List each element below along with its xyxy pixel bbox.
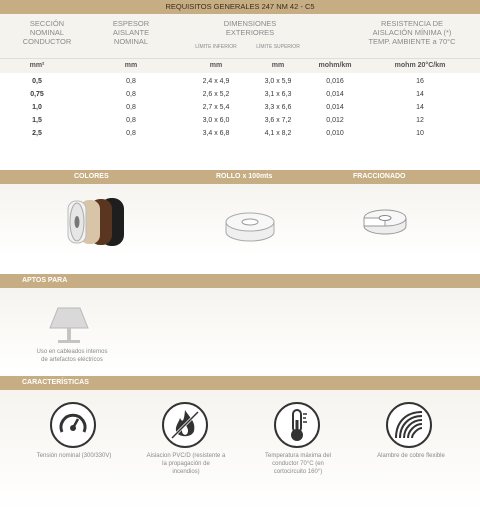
table-cell: 0,75 [30, 91, 44, 98]
table-row [0, 128, 480, 141]
requirements-title: REQUISITOS GENERALES 247 NM 42 - C5 [0, 0, 480, 14]
feature-caption [14, 452, 134, 460]
lamp-icon [46, 306, 92, 346]
table-cell: 3,4 x 6,8 [202, 130, 230, 137]
caption-line: Tensión nominal (300/330V) [36, 453, 112, 459]
header-line: RESISTENCIA DE [380, 19, 444, 28]
table-cell: 0,8 [126, 91, 136, 98]
table-cell: 2,7 x 5,4 [202, 104, 230, 111]
header-line: AISLANTE [112, 28, 150, 37]
header-line: NOMINAL [113, 37, 149, 46]
copper-wire-icon [386, 402, 432, 448]
table-cell: 0,016 [326, 78, 344, 85]
header-line: EXTERIORES [225, 28, 275, 37]
table-header [0, 14, 480, 58]
table-row [0, 102, 480, 115]
unit-cell: mohm/km [318, 62, 352, 69]
header-dimensiones [200, 19, 300, 37]
table-cell: 0,8 [126, 104, 136, 111]
header-line: ESPESOR [112, 19, 150, 28]
header-line: AISLACIÓN MÍNIMA (*) [372, 28, 452, 37]
table-cell: 16 [416, 78, 424, 85]
table-cell: 3,1 x 6,3 [264, 91, 292, 98]
aptos-area [0, 288, 480, 372]
table-cell: 3,0 x 6,0 [202, 117, 230, 124]
caption-line: cortocircuito 160°) [273, 469, 323, 475]
table-cell: 0,014 [326, 104, 344, 111]
table-cell: 2,4 x 4,9 [202, 78, 230, 85]
thermometer-icon [274, 402, 320, 448]
caption-line: conductor 70°C (en [272, 461, 324, 467]
header-resistencia [350, 19, 474, 46]
caption-line: Temperatura máxima del [264, 453, 332, 459]
caption-line: Alambre de cobre flexible [377, 453, 445, 459]
header-limite-superior: LÍMITE SUPERIOR [256, 44, 300, 50]
aptos-caption [10, 348, 134, 364]
table-cell: 0,8 [126, 130, 136, 137]
table-cell: 0,014 [326, 91, 344, 98]
table-cell: 14 [416, 104, 424, 111]
table-cell: 12 [416, 117, 424, 124]
header-line: CONDUCTOR [22, 37, 72, 46]
table-cell: 2,6 x 5,2 [202, 91, 230, 98]
unit-cell: mm [124, 62, 138, 69]
header-line: DIMENSIONES [223, 19, 277, 28]
header-line: NOMINAL [29, 28, 65, 37]
products-band [0, 170, 480, 184]
header-line: TEMP. AMBIENTE a 70°C [368, 37, 456, 46]
caption-line: Aislacion PVC/D (resistente a [146, 453, 226, 459]
caption-line: la propagación de [162, 461, 210, 467]
table-cell: 0,8 [126, 117, 136, 124]
roll-image [222, 210, 278, 244]
caption-line: incendios) [172, 469, 200, 475]
products-area [0, 184, 480, 256]
table-row [0, 76, 480, 89]
table-cell: 0,5 [32, 78, 42, 85]
cable-colors-image [62, 194, 132, 250]
table-row [0, 115, 480, 128]
gauge-icon [50, 402, 96, 448]
features-band [0, 376, 480, 390]
header-line: SECCIÓN [29, 19, 65, 28]
caption-line: Uso en cableados internos [36, 349, 108, 355]
units-row [0, 58, 480, 73]
caption-line: de artefactos eléctricos [41, 357, 103, 363]
table-cell: 0,010 [326, 130, 344, 137]
table-cell: 2,5 [32, 130, 42, 137]
feature-caption [352, 452, 470, 460]
table-cell: 0,8 [126, 78, 136, 85]
table-cell: 1,5 [32, 117, 42, 124]
table-cell: 14 [416, 91, 424, 98]
table-cell: 3,0 x 5,9 [264, 78, 292, 85]
table-cell: 10 [416, 130, 424, 137]
table-cell: 0,012 [326, 117, 344, 124]
table-row [0, 89, 480, 102]
header-espesor [96, 19, 166, 46]
flame-icon [162, 402, 208, 448]
table-cell: 4,1 x 8,2 [264, 130, 292, 137]
feature-caption [130, 452, 242, 476]
unit-cell: mm [209, 62, 223, 69]
fractioned-image [360, 208, 410, 238]
band-colores: COLORES [74, 173, 109, 180]
band-rollo: ROLLO x 100mts [216, 173, 273, 180]
unit-cell: mm² [29, 62, 45, 69]
table-cell: 1,0 [32, 104, 42, 111]
unit-cell: mohm 20°C/km [394, 62, 446, 69]
band-aptos: APTOS PARA [22, 277, 68, 284]
band-fraccionado: FRACCIONADO [353, 173, 406, 180]
table-cell: 3,6 x 7,2 [264, 117, 292, 124]
band-caracteristicas: CARACTERÍSTICAS [22, 379, 89, 386]
unit-cell: mm [271, 62, 285, 69]
header-limite-inferior: LÍMITE INFERIOR [195, 44, 237, 50]
features-area [0, 390, 480, 511]
feature-caption [242, 452, 354, 476]
aptos-band [0, 274, 480, 288]
header-seccion [12, 19, 82, 46]
table-cell: 3,3 x 6,6 [264, 104, 292, 111]
